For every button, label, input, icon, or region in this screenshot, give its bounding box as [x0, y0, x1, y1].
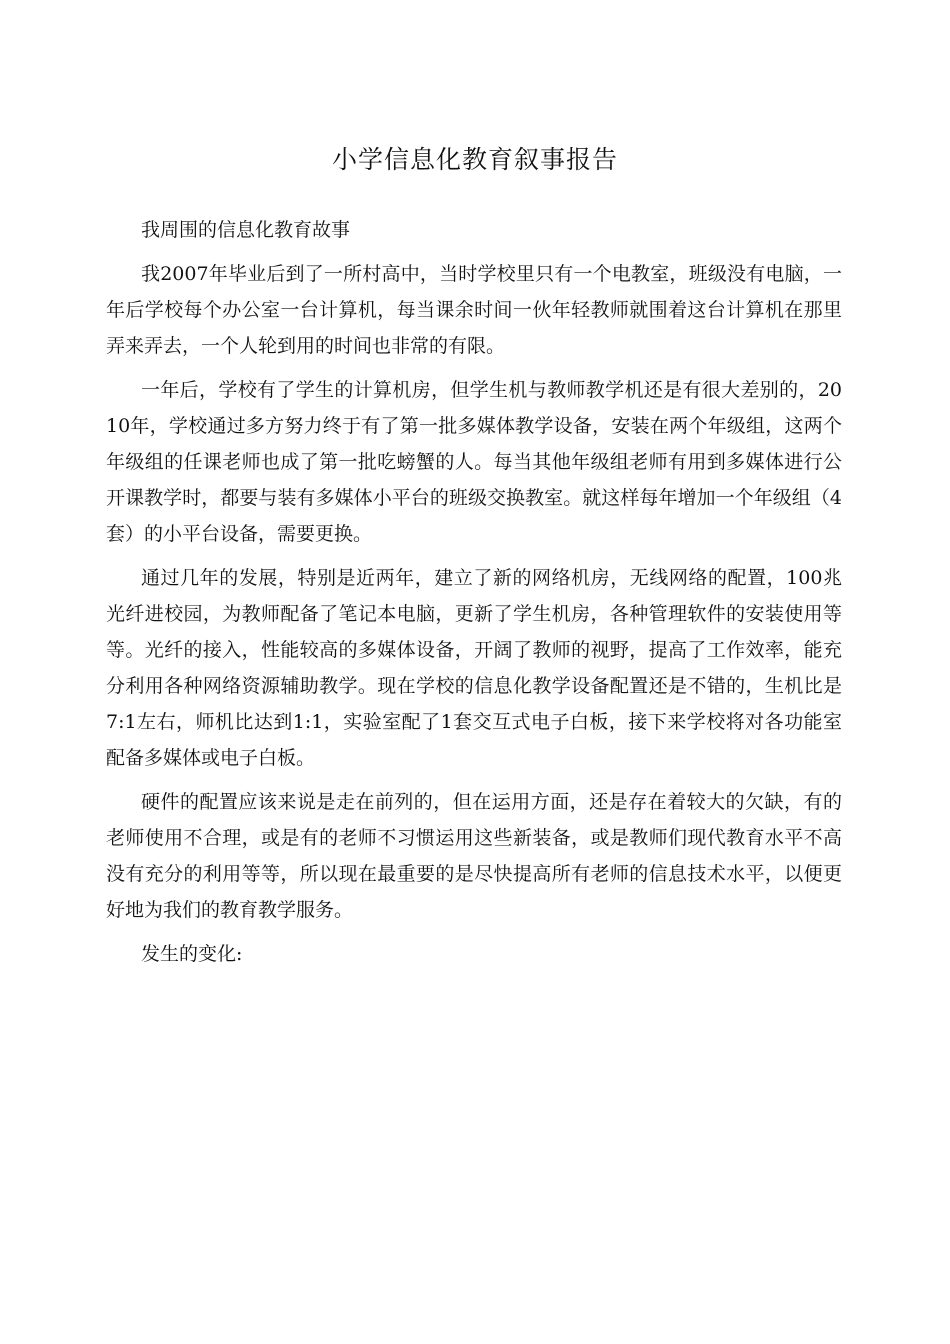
- document-title: 小学信息化教育叙事报告: [331, 145, 618, 174]
- paragraph-2: 一年后，学校有了学生的计算机房，但学生机与教师教学机还是有很大差别的，2010年，学校通过多方努力终于有了第一批多媒体教学设备，安装在两个年级组，这两个年级组的任课老师也成了第一批吃螃蟹的人。每当其他年级组老师有用到多媒体进行公开课教学时，都要与装有多媒体小平台的班级交换教室。就这样每年增加一个年级组（4套）的小平台设备，需要更换。: [106, 379, 842, 545]
- document-body: [106, 212, 842, 980]
- paragraph-1: 我2007年毕业后到了一所村高中，当时学校里只有一个电教室，班级没有电脑，一年后学校每个办公室一台计算机，每当课余时间一伙年轻教师就围着这台计算机在那里弄来弄去，一个人轮到用的时间也非常的有限。: [106, 263, 842, 357]
- paragraph-changes-heading: 发生的变化:: [141, 943, 243, 965]
- paragraph-4: 硬件的配置应该来说是走在前列的，但在运用方面，还是存在着较大的欠缺，有的老师使用不合理，或是有的老师不习惯运用这些新装备，或是教师们现代教育水平不高没有充分的利用等等，所以现在最重要的是尽快提高所有老师的信息技术水平，以便更好地为我们的教育教学服务。: [106, 791, 842, 921]
- paragraph-3: 通过几年的发展，特别是近两年，建立了新的网络机房，无线网络的配置，100兆光纤进校园，为教师配备了笔记本电脑，更新了学生机房，各种管理软件的安装使用等等。光纤的接入，性能较高的多媒体设备，开阔了教师的视野，提高了工作效率，能充分利用各种网络资源辅助教学。现在学校的信息化教学设备配置还是不错的，生机比是7:1左右，师机比达到1:1，实验室配了1套交互式电子白板，接下来学校将对各功能室配备多媒体或电子白板。: [106, 567, 842, 769]
- paragraph-subheading: 我周围的信息化教育故事: [141, 219, 351, 241]
